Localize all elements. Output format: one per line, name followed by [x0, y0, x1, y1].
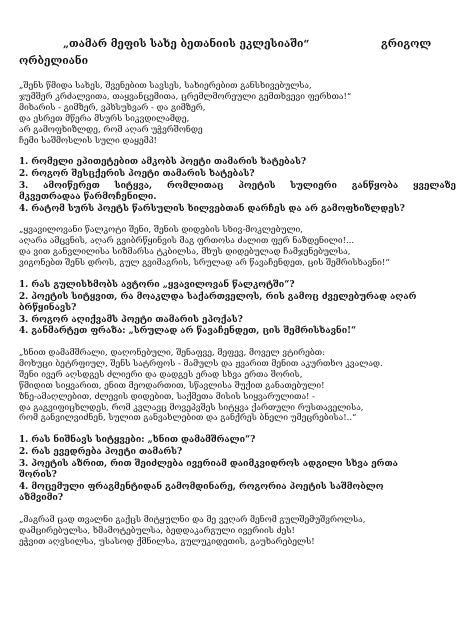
questions-block-2: [19, 280, 456, 338]
poem-line: მიხარის - გიმზერ, ვპხსუხვარ - და გიმზერ,: [19, 102, 206, 113]
questions-block-1: [19, 157, 456, 215]
question: 1. რომელი ეპითეტებით ამკობს პოეტი თამარის ხატებას?: [19, 157, 307, 168]
poem-line: ჩემი საშმოსლის სული დაყემპ!: [19, 135, 157, 146]
question: 2. პოეტის სიტყვით, რა მოაკლდა საქართველოს, რის გამოც ძველებურად აღარ: [19, 291, 417, 302]
poem-line: შენი ივერ აღსდგეს ძლიერი და დადგეს ერად სხვა ერთა შორის,: [19, 369, 303, 380]
question-continuation: მკვეთრადაა წარმოჩენილი.: [19, 192, 157, 203]
question-continuation: ბრწყინავს?: [19, 303, 77, 314]
poem-line: წმიდით სიყვარით, ენით მეოდართით, სწავლისა შუქით განათებული!: [19, 380, 325, 391]
question: 3. როგორ აღიქვამს პოეტი თამარის ეპოქას?: [19, 314, 243, 325]
question: 2. რას ევედრება პოეტი თამარს?: [19, 446, 183, 457]
poem-stanza-2: [19, 225, 456, 269]
document-title: „თამარ მეფის სახე ბეთანიის ეკლესიაში“: [63, 38, 310, 50]
question-continuation: შორის?: [19, 470, 57, 481]
poem-line: „მაგრამ ცად თვალნი გაქცს მიტყულნი და მე ვეღარ მენომ გულშემუშვროლსა,: [19, 514, 366, 525]
question: 3. ამოიწერეთ სიტყვა, რომლითაც პოეტის სულიერი განწყობა ყველაზე: [19, 180, 456, 191]
questions-block-3: [19, 435, 456, 505]
author-first-name: გრიგოლ: [381, 38, 432, 50]
poem-line: და ესრეთ მწერა მსურს სიკვდილამდე,: [19, 113, 190, 124]
poem-stanza-4: [19, 515, 456, 548]
question: 1. რას გულისხმობს ავტორი „ყვავილოვან წალკოტში“?: [19, 280, 295, 291]
question: 2. როგორ შესცქერის პოეტი თამარის ხატებას?: [19, 169, 255, 180]
author-last-name: ორბელიანი: [19, 55, 89, 67]
question: 1. რას ნიშნავს სიტყვები: „ხნით დამამშრალი“?: [19, 435, 256, 446]
question: 3. პოეტის აზრით, რით შეიძლება ივერიამ დაიმკვიდროს ადგილი სხვა ერთა: [19, 458, 398, 469]
question: 4. მოცემული ფრაგმენტიდან გამომდინარე, როგორია პოეტის საშმობლო: [19, 481, 384, 492]
poem-line: „შენს წმიდა სახეს, შვენებით სავსეს, სახიერებით განსხივებულსა,: [19, 81, 312, 91]
poem-line: აღარა ამცვნის, აღარ გვიბრწყინვის მაგ ფრთოსა ძალით ფერ ნაზდენილი!...: [19, 236, 355, 247]
poem-line: „ყვავილოვანი წალკოტი შენი, შენის დიდების სხივ-მოკლებული,: [19, 225, 304, 236]
question: 4. რატომ სურს პოეტს წარსულის ხილვებთან დარჩეს და არ გამოფხიზლდეს?: [19, 203, 405, 214]
poem-stanza-3: [19, 348, 456, 424]
question-continuation: აზმვიმი?: [19, 493, 64, 504]
poem-line: ზნე-ამაღლებით, ძლევის დიდებით, საქმეთა მისის სიყვარულითა! -: [19, 391, 316, 402]
question: 4. განმარტეთ ფრაზა: „სრულად არ წავაჩენდეთ, ცის შემრისხავნი!“: [19, 326, 357, 337]
poem-line: ეჭვით აღვსილსა, უსასოდ ქმნილსა, გულუკიდეთის, გაუხარებელს!: [19, 536, 315, 547]
poem-line: არ გამოფხიზლდე, რომ აღარ უჭვრშონდე: [19, 124, 203, 135]
poem-line: და გაგვიფიცხლდეს, რომ კვლავც მოვეპვშეს სიტყვა ქართული რუსთაველისა,: [19, 402, 364, 413]
poem-stanza-1: [19, 81, 456, 146]
poem-line: მოხუცი ბეტრფიულ, შენს სატრფოს - მამულს და ჟვარით მენით აკურთხო კვალად.: [19, 358, 383, 369]
title-row: [19, 38, 456, 55]
poem-line: რომ განვილვიძნენ, სულით განვახლებით და განქრეს ბნელი უმეცრებისა!..“: [19, 413, 357, 424]
poem-line: დამცირებულსა, ხმამოტებულსა, ბედდაკარგული ივერიის ძეს!: [19, 525, 295, 536]
poem-line: და ვით განვლილისა სიზმარსა ტკბილსა, მხუს დიდებულად ჩამჯენებულსა,: [19, 247, 351, 258]
poem-line: ვიგონებთ შენს დროს, გულ გვიმაგრის, სრულად არ წავაჩენდეთ, ცის შემრისხავნი!“: [19, 258, 390, 269]
poem-line: „ხნით დამამშრალი, დაღონებული, შენაფვე, მეფევ, მოველ ვტირებთ:: [19, 348, 325, 358]
poem-line: ჯუმშერ კრძალვითა, თაყვანცემითა, ცრემლმორეული გემთხვევი ფერხთა!“: [19, 91, 352, 102]
